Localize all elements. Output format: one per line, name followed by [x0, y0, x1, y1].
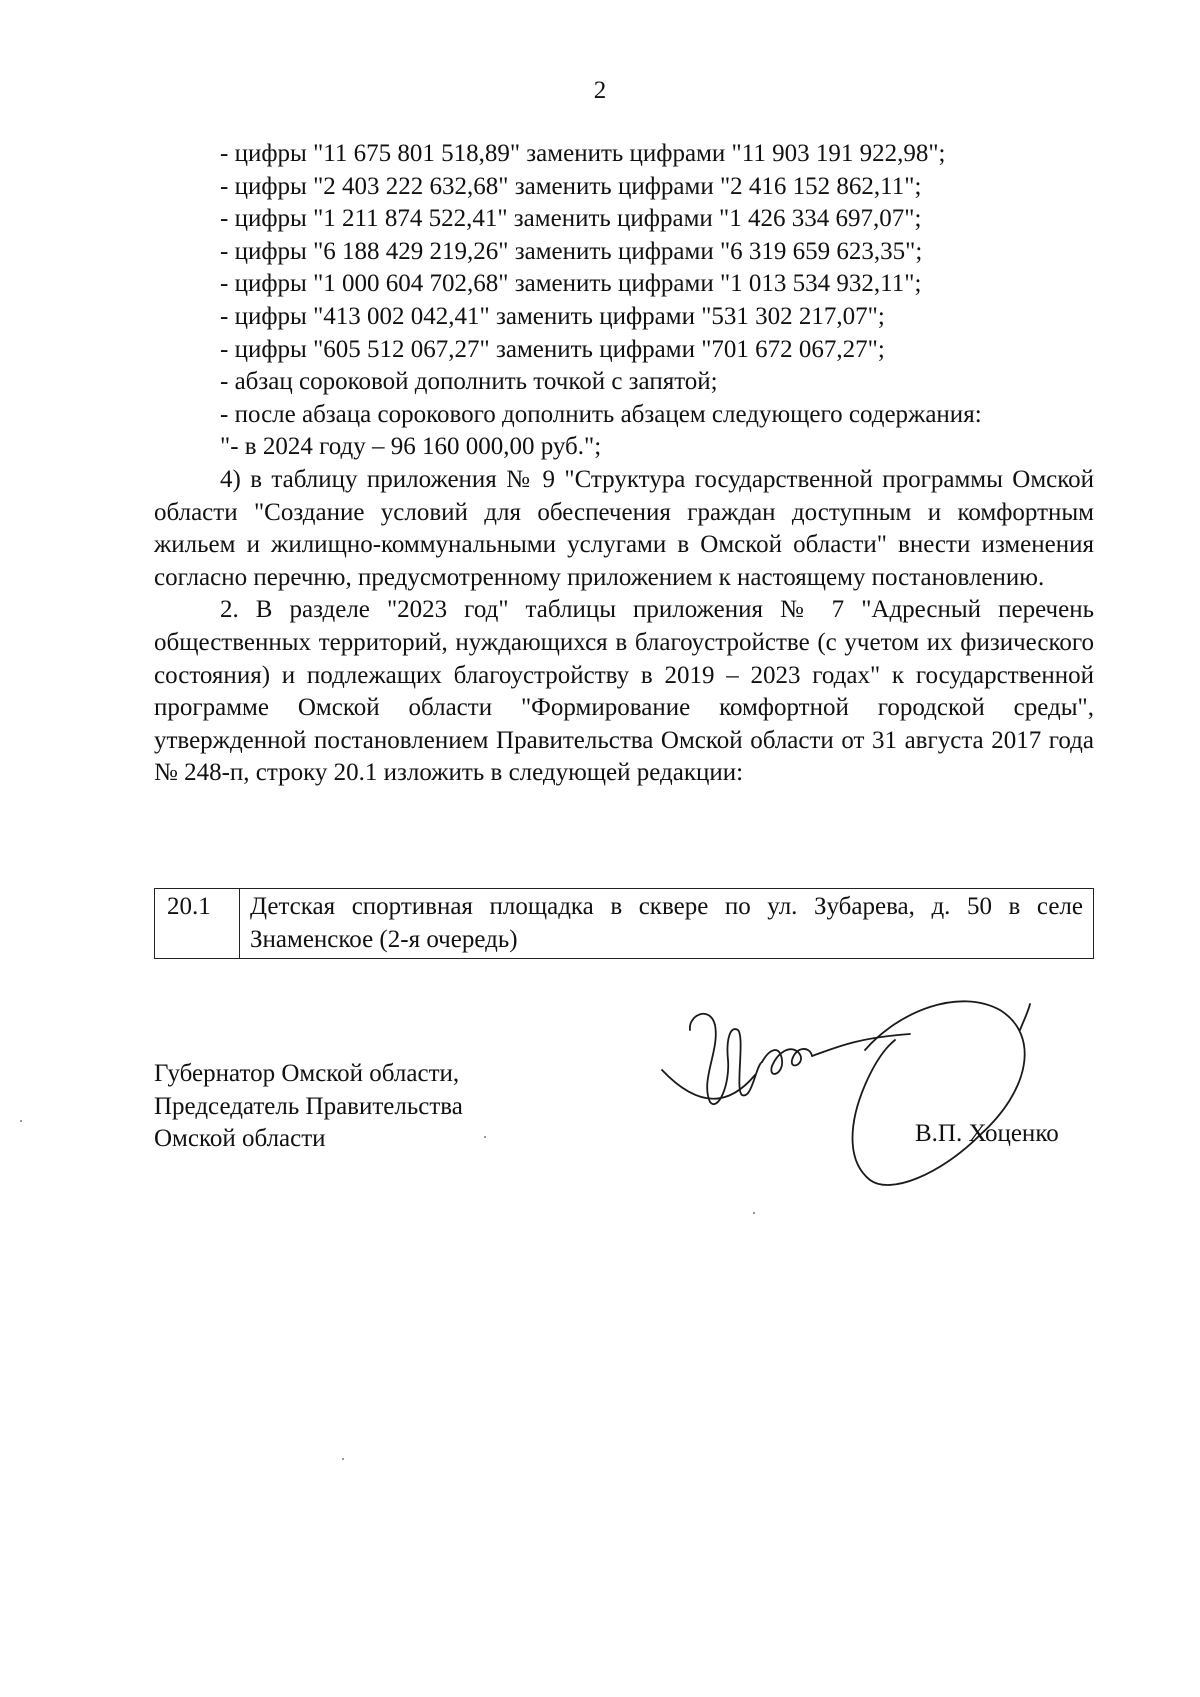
handwritten-signature: [660, 990, 1090, 1200]
amendment-item: - абзац сороковой дополнить точкой с запятой;: [220, 368, 718, 396]
paragraph-section-2: 2. В разделе "2023 год" таблицы приложения № 7 "Адресный перечень общественных территорий, нуждающихся в благоустройстве (с учетом их физического состояния) и подлежащих благоустройству в 2019 – 2023 годах" к государственной программе Омской области "Формирование комфортной городской среды", утвержденной постановлением Правительства Омской области от 31 августа 2017 года № 248-п, строку 20.1 изложить в следующей редакции:: [154, 596, 1094, 787]
signatory-title: [154, 1058, 463, 1156]
signatory-title-line: Омской области: [154, 1125, 326, 1153]
signatory-name: В.П. Хоценко: [915, 1120, 1059, 1147]
scan-speck: [20, 1120, 22, 1122]
row-number-cell: 20.1: [155, 889, 240, 959]
scan-speck: [484, 1136, 486, 1138]
amendment-item: - цифры "6 188 429 219,26" заменить цифрами "6 319 659 623,35";: [220, 237, 923, 265]
signatory-title-line: Губернатор Омской области,: [154, 1060, 460, 1087]
page-number: 2: [593, 77, 607, 104]
amendment-item: - после абзаца сорокового дополнить абзацем следующего содержания:: [220, 400, 982, 428]
row-description-cell: Детская спортивная площадка в сквере по ул. Зубарева, д. 50 в селе Знаменское (2-я очередь): [240, 889, 1094, 959]
document-body: [154, 138, 1094, 790]
amendment-item: - цифры "1 000 604 702,68" заменить цифрами "1 013 534 932,11";: [220, 270, 922, 298]
table-row: [155, 889, 1094, 959]
amendment-item: - цифры "11 675 801 518,89" заменить цифрами "11 903 191 922,98";: [220, 140, 946, 167]
amendment-item: - цифры "1 211 874 522,41" заменить цифрами "1 426 334 697,07";: [220, 205, 922, 233]
redaction-table: [154, 888, 1094, 959]
amendment-item: - цифры "605 512 067,27" заменить цифрами "701 672 067,27";: [220, 335, 885, 363]
amendment-item: - цифры "413 002 042,41" заменить цифрами "531 302 217,07";: [220, 302, 885, 330]
paragraph-item-4: 4) в таблицу приложения № 9 "Структура государственной программы Омской области "Создание условий для обеспечения граждан доступным и комфортным жильем и жилищно-коммунальными услугами в Омской области" внести изменения согласно перечню, предусмотренному приложением к настоящему постановлению.: [154, 465, 1094, 591]
amendment-item: - цифры "2 403 222 632,68" заменить цифрами "2 416 152 862,11";: [220, 172, 922, 200]
scan-speck: [753, 1212, 755, 1214]
amendment-item: "- в 2024 году – 96 160 000,00 руб.";: [220, 433, 602, 461]
scan-speck: [342, 1458, 344, 1460]
signatory-title-line: Председатель Правительства: [154, 1092, 463, 1120]
